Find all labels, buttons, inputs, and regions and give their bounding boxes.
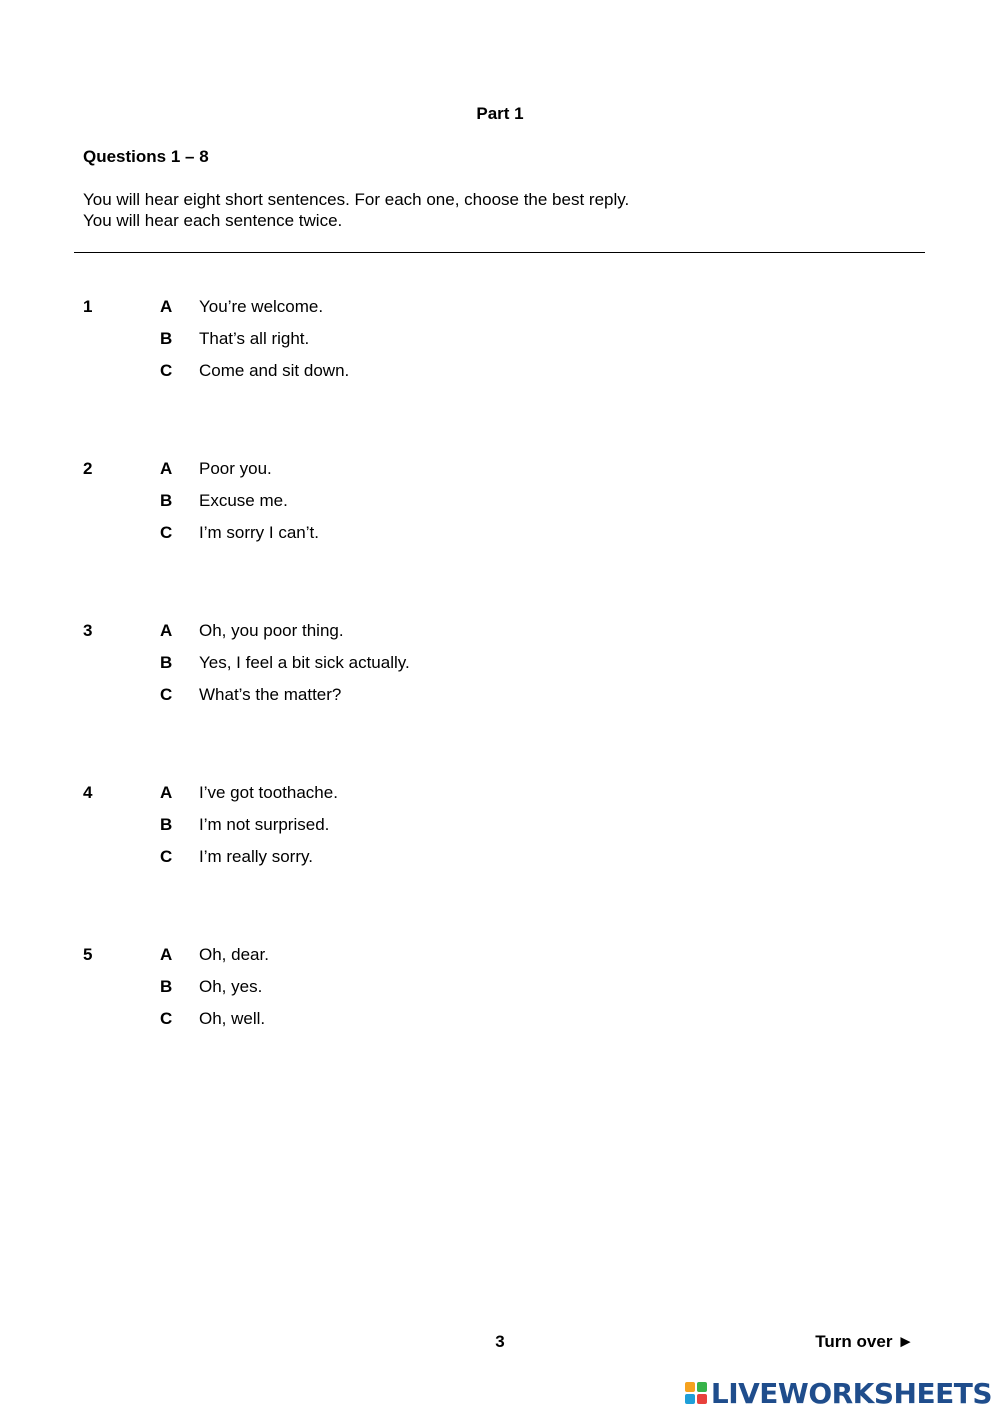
question-5-option-a[interactable] bbox=[0, 945, 1000, 967]
logo-text: LIVEWORKSHEETS bbox=[710, 1376, 992, 1410]
question-number: 3 bbox=[83, 621, 93, 640]
logo-square bbox=[685, 1382, 695, 1392]
question-4-option-b[interactable] bbox=[0, 815, 1000, 837]
option-letter: A bbox=[160, 783, 173, 802]
question-3-option-b[interactable] bbox=[0, 653, 1000, 675]
question-4-option-a[interactable] bbox=[0, 783, 1000, 805]
option-letter: C bbox=[160, 847, 173, 866]
option-text: Oh, well. bbox=[199, 1009, 266, 1028]
question-2-option-a[interactable] bbox=[0, 459, 1000, 481]
option-text: Oh, dear. bbox=[199, 945, 269, 964]
option-text: Come and sit down. bbox=[199, 361, 350, 380]
question-5-option-c[interactable] bbox=[0, 1009, 1000, 1031]
instruction-line-2: You will hear each sentence twice. bbox=[83, 211, 343, 230]
option-text: Excuse me. bbox=[199, 491, 288, 510]
option-text: Oh, you poor thing. bbox=[199, 621, 344, 640]
option-letter: B bbox=[160, 815, 173, 834]
liveworksheets-logo-icon bbox=[685, 1382, 707, 1404]
option-letter: C bbox=[160, 685, 173, 704]
page-number: 3 bbox=[495, 1332, 505, 1351]
option-letter: C bbox=[160, 361, 173, 380]
question-5-option-b[interactable] bbox=[0, 977, 1000, 999]
logo-square bbox=[697, 1394, 707, 1404]
question-1 bbox=[0, 297, 1000, 397]
liveworksheets-logo bbox=[685, 1378, 992, 1408]
option-text: I’ve got toothache. bbox=[199, 783, 338, 802]
question-number: 1 bbox=[83, 297, 93, 316]
option-text: What’s the matter? bbox=[199, 685, 342, 704]
question-2 bbox=[0, 459, 1000, 559]
option-letter: A bbox=[160, 945, 173, 964]
question-number: 4 bbox=[83, 783, 93, 802]
question-3-option-a[interactable] bbox=[0, 621, 1000, 643]
option-text: That’s all right. bbox=[199, 329, 310, 348]
logo-square bbox=[685, 1394, 695, 1404]
option-letter: B bbox=[160, 491, 173, 510]
option-letter: B bbox=[160, 653, 173, 672]
question-1-option-b[interactable] bbox=[0, 329, 1000, 351]
option-letter: B bbox=[160, 329, 173, 348]
questions-heading: Questions 1 – 8 bbox=[83, 147, 209, 166]
option-letter: A bbox=[160, 621, 173, 640]
option-text: Poor you. bbox=[199, 459, 272, 478]
turn-over-label[interactable]: Turn over ► bbox=[815, 1332, 914, 1351]
part-title: Part 1 bbox=[476, 104, 524, 123]
question-number: 5 bbox=[83, 945, 93, 964]
question-1-option-c[interactable] bbox=[0, 361, 1000, 383]
question-4-option-c[interactable] bbox=[0, 847, 1000, 869]
section-divider bbox=[74, 252, 925, 253]
option-letter: C bbox=[160, 1009, 173, 1028]
question-1-option-a[interactable] bbox=[0, 297, 1000, 319]
question-5 bbox=[0, 945, 1000, 1045]
question-4 bbox=[0, 783, 1000, 883]
question-3 bbox=[0, 621, 1000, 721]
option-text: Yes, I feel a bit sick actually. bbox=[199, 653, 410, 672]
question-2-option-b[interactable] bbox=[0, 491, 1000, 513]
option-letter: C bbox=[160, 523, 173, 542]
question-number: 2 bbox=[83, 459, 93, 478]
option-text: I’m sorry I can’t. bbox=[199, 523, 319, 542]
logo-square bbox=[697, 1382, 707, 1392]
option-text: Oh, yes. bbox=[199, 977, 263, 996]
instruction-line-1: You will hear eight short sentences. For each one, choose the best reply. bbox=[83, 190, 630, 209]
option-text: I’m not surprised. bbox=[199, 815, 330, 834]
option-letter: A bbox=[160, 297, 173, 316]
question-3-option-c[interactable] bbox=[0, 685, 1000, 707]
option-text: I’m really sorry. bbox=[199, 847, 313, 866]
question-2-option-c[interactable] bbox=[0, 523, 1000, 545]
option-letter: A bbox=[160, 459, 173, 478]
option-letter: B bbox=[160, 977, 173, 996]
option-text: You’re welcome. bbox=[199, 297, 324, 316]
